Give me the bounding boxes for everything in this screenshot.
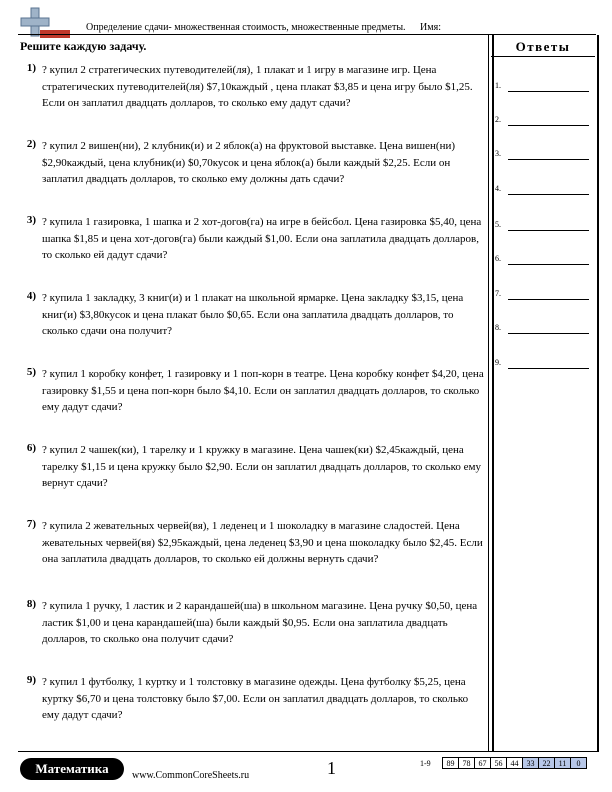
answers-title: Ответы: [515, 39, 571, 54]
site-url: www.CommonCoreSheets.ru: [132, 770, 250, 781]
problem-text: ? купил 1 коробку конфет, 1 газировку и 1 поп-корн в театре. Цена коробку конфет $4,20, цена газировку $1,55 и цена поп-корн было $4,10. Если он заплатил двадцать долларов, то сколько ему дадут сдачи?: [42, 368, 484, 413]
problem-number: 9): [26, 674, 36, 686]
answer-line-7[interactable]: [495, 289, 591, 301]
answer-label: 7.: [495, 289, 501, 298]
answer-blank[interactable]: [508, 91, 589, 92]
score-cell: 67: [475, 758, 491, 769]
problem-text: ? купила 1 закладку, 3 книг(и) и 1 плакат на школьной ярмарке. Цена закладку $3,15, цена книг(и) $3,80кусок и цена плакат было $0,65. Если она заплатила двадцать долларов, то сколько сдачи она получит?: [42, 292, 464, 337]
problem-text: ? купила 2 жевательных червей(вя), 1 леденец и 1 шоколадку в магазине сладостей. Цена жевательных червей(вя) $2,95каждый, цена леденец $3,90 и цена шоколадку было $2,45. Если она заплатила двадцать долларов, то сколько ей должны вернуть сдачи?: [42, 520, 483, 565]
answer-blank[interactable]: [508, 299, 589, 300]
answer-label: 4.: [495, 184, 501, 193]
problem-number: 8): [26, 598, 36, 610]
answer-label: 9.: [495, 358, 501, 367]
score-range-label: 1-9: [420, 759, 431, 768]
answer-line-6[interactable]: [495, 254, 591, 266]
worksheet-title: [86, 22, 441, 33]
answer-label: 5.: [495, 220, 501, 229]
score-cell: 89: [443, 758, 459, 769]
score-cell: 78: [459, 758, 475, 769]
problem-number: 1): [26, 62, 36, 74]
answer-blank[interactable]: [508, 194, 589, 195]
title-text: Определение сдачи- множественная стоимость, множественные предметы.: [86, 22, 406, 33]
problem-text: ? купил 2 чашек(ки), 1 тарелку и 1 кружку в магазине. Цена чашек(ки) $2,45каждый, цена тарелку $1,15 и цена кружку было $2,90. Если он заплатил двадцать долларов, то сколько ему вернут сдачи?: [42, 444, 481, 489]
problem-number: 7): [26, 518, 36, 530]
answer-line-9[interactable]: [495, 358, 591, 370]
answer-line-8[interactable]: [495, 323, 591, 335]
score-cell: 0: [571, 758, 587, 769]
problem-number: 4): [26, 290, 36, 302]
score-cell: 22: [539, 758, 555, 769]
answer-line-5[interactable]: [495, 220, 591, 232]
answer-blank[interactable]: [508, 333, 589, 334]
answers-panel: [488, 35, 599, 752]
score-table: [442, 757, 587, 769]
problem-number: 3): [26, 214, 36, 226]
page-number: 1: [327, 758, 336, 778]
answer-blank[interactable]: [508, 159, 589, 160]
problem-text: ? купила 1 газировка, 1 шапка и 2 хот-догов(га) на игре в бейсбол. Цена газировка $5,40, цена шапка $1,85 и цена хот-догов(га) были каждый $1,00. Если она заплатила двадцать долларов, то сколько ей дадут сдачи?: [42, 216, 482, 261]
problem-text: ? купил 2 вишен(ни), 2 клубник(и) и 2 яблок(а) на фруктовой выставке. Цена вишен(ни) $2,90каждый, цена клубник(и) $0,70кусок и цена яблок(а) были каждый $2,25. Если он заплатил двадцать долларов, то сколько ему должны дать сдачи?: [42, 140, 455, 185]
score-cell: 11: [555, 758, 571, 769]
answer-blank[interactable]: [508, 125, 589, 126]
instructions: Решите каждую задачу.: [20, 39, 147, 53]
score-cell: 33: [523, 758, 539, 769]
answer-line-1[interactable]: [495, 81, 591, 93]
name-label: Имя:: [420, 22, 441, 33]
problem-number: 6): [26, 442, 36, 454]
problem-text: ? купил 1 футболку, 1 куртку и 1 толстовку в магазине одежды. Цена футболку $5,25, цена куртку $6,70 и цена толстовку было $7,00. Если он заплатил двадцать долларов, то сколько ему дадут сдачи?: [42, 676, 469, 721]
answer-line-4[interactable]: [495, 184, 591, 196]
answer-label: 6.: [495, 254, 501, 263]
answer-line-2[interactable]: [495, 115, 591, 127]
answers-title-divider: [491, 56, 595, 57]
answer-blank[interactable]: [508, 264, 589, 265]
answer-label: 8.: [495, 323, 501, 332]
problem-number: 5): [26, 366, 36, 378]
brand-badge: Математика: [20, 758, 124, 780]
problem-number: 2): [26, 138, 36, 150]
answer-blank[interactable]: [508, 368, 589, 369]
answer-blank[interactable]: [508, 230, 589, 231]
answer-label: 3.: [495, 149, 501, 158]
problem-text: ? купил 2 стратегических путеводителей(ля), 1 плакат и 1 игру в магазине игр. Цена стратегических путеводителей(ля) $7,10каждый , цена плакат $3,85 и цена игру было $1,25. Если он заплатил двадцать долларов, то сколько ему дадут сдачи?: [42, 64, 473, 109]
answer-label: 2.: [495, 115, 501, 124]
score-cell: 44: [507, 758, 523, 769]
score-cell: 56: [491, 758, 507, 769]
answer-label: 1.: [495, 81, 501, 90]
answer-line-3[interactable]: [495, 149, 591, 161]
problem-text: ? купила 1 ручку, 1 ластик и 2 карандашей(ша) в школьном магазине. Цена ручку $0,50, цена ластик $1,00 и цена карандашей(ша) были каждый $0,95. Если она заплатила двадцать долларов, то сколько она получит сдачи?: [42, 600, 478, 645]
